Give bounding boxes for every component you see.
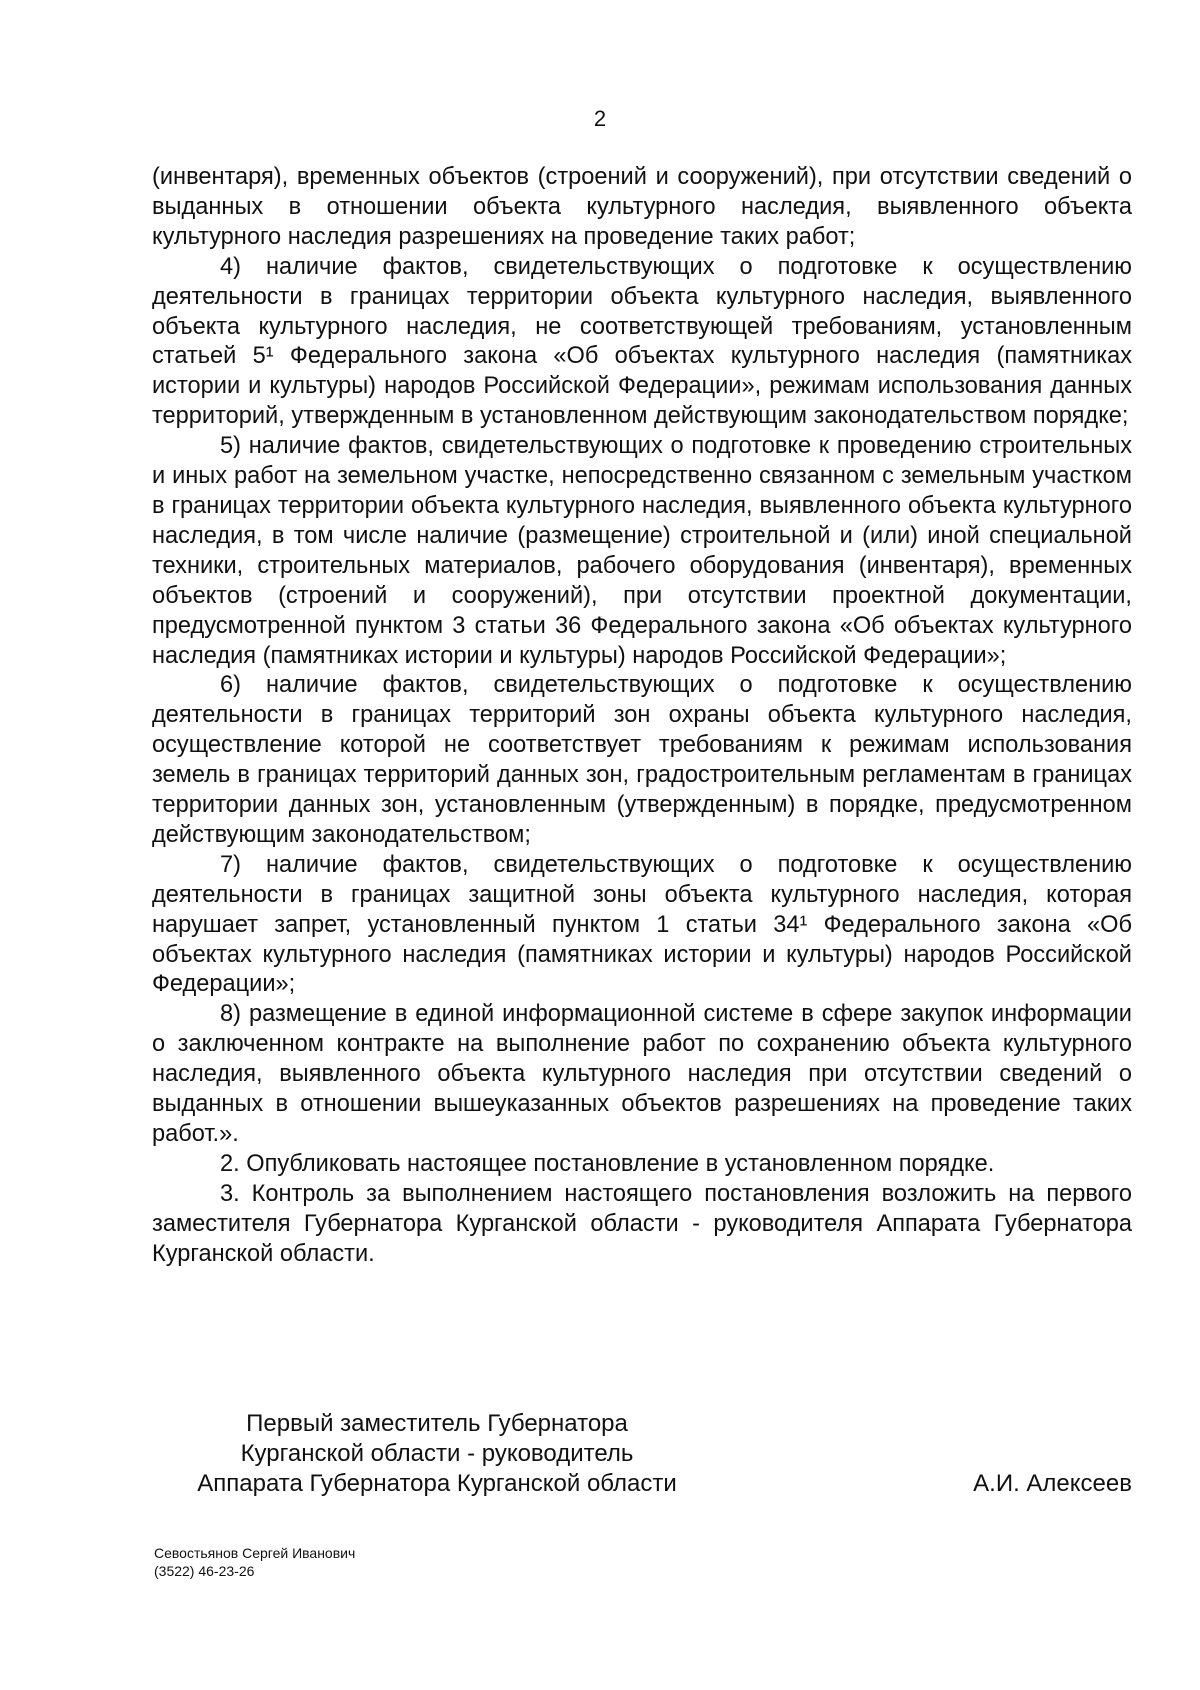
- executor-phone: (3522) 46-23-26: [154, 1563, 255, 1579]
- paragraph-clause-3: 3. Контроль за выполнением настоящего постановления возложить на первого заместителя Губернатора Курганской области - руководителя Аппарата Губернатора Курганской области.: [152, 1180, 1132, 1267]
- paragraph-item-8: 8) размещение в единой информационной системе в сфере закупок информации о заключенном контракте на выполнение работ по сохранению объекта культурного наследия, выявленного объекта культурного наследия при отсутствии сведений о выданных в отношении вышеуказанных объектов разрешениях на проведение таких работ.».: [152, 1001, 1132, 1147]
- paragraph-item-4: 4) наличие фактов, свидетельствующих о подготовке к осуществлению деятельности в границах территории объекта культурного наследия, выявленного объекта культурного наследия, не соответствующей требованиям, установленным статьей 5¹ Федерального закона «Об объектах культурного наследия (памятниках истории и культуры) народов Российской Федерации», режимам использования данных территорий, утвержденным в установленном действующим законодательством порядке;: [152, 253, 1132, 430]
- paragraph-item-7: 7) наличие фактов, свидетельствующих о подготовке к осуществлению деятельности в границах защитной зоны объекта культурного наследия, которая нарушает запрет, установленный пунктом 1 статьи 34¹ Федерального закона «Об объектах культурного наследия (памятниках истории и культуры) народов Российской Федерации»;: [152, 851, 1132, 998]
- paragraph-item-6: 6) наличие фактов, свидетельствующих о подготовке к осуществлению деятельности в границах территорий зон охраны объекта культурного наследия, осуществление которой не соответствует требованиям к режимам использования земель в границах территорий данных зон, градостроительным регламентам в границах территории данных зон, установленным (утвержденным) в порядке, предусмотренном действующим законодательством;: [152, 672, 1132, 848]
- signatory-position-line: Курганской области - руководитель: [240, 1440, 634, 1467]
- signatory-position-line: Аппарата Губернатора Курганской области: [197, 1470, 677, 1497]
- document-body: [152, 163, 1132, 1270]
- paragraph-continuation: (инвентаря), временных объектов (строений и сооружений), при отсутствии сведений о выданных в отношении объекта культурного наследия, выявленного объекта культурного наследия разрешениях на проведение таких работ;: [152, 164, 1132, 250]
- signatory-position-line: Первый заместитель Губернатора: [246, 1410, 628, 1437]
- signatory-name: А.И. Алексеев: [973, 1470, 1132, 1497]
- signatory-position: [152, 1409, 722, 1499]
- page-number: 2: [593, 106, 607, 131]
- signature-block: [152, 1409, 1132, 1519]
- paragraph-clause-2: 2. Опубликовать настоящее постановление в установленном порядке.: [220, 1150, 995, 1177]
- executor-info: [154, 1544, 355, 1580]
- executor-name: Севостьянов Сергей Иванович: [154, 1545, 356, 1561]
- paragraph-item-5: 5) наличие фактов, свидетельствующих о подготовке к проведению строительных и иных работ на земельном участке, непосредственно связанном с земельным участком в границах территории объекта культурного наследия, выявленного объекта культурного наследия, в том числе наличие (размещение) строительной и (или) иной специальной техники, строительных материалов, рабочего оборудования (инвентаря), временных объектов (строений и сооружений), при отсутствии проектной документации, предусмотренной пунктом 3 статьи 36 Федерального закона «Об объектах культурного наследия (памятниках истории и культуры) народов Российской Федерации»;: [152, 433, 1132, 669]
